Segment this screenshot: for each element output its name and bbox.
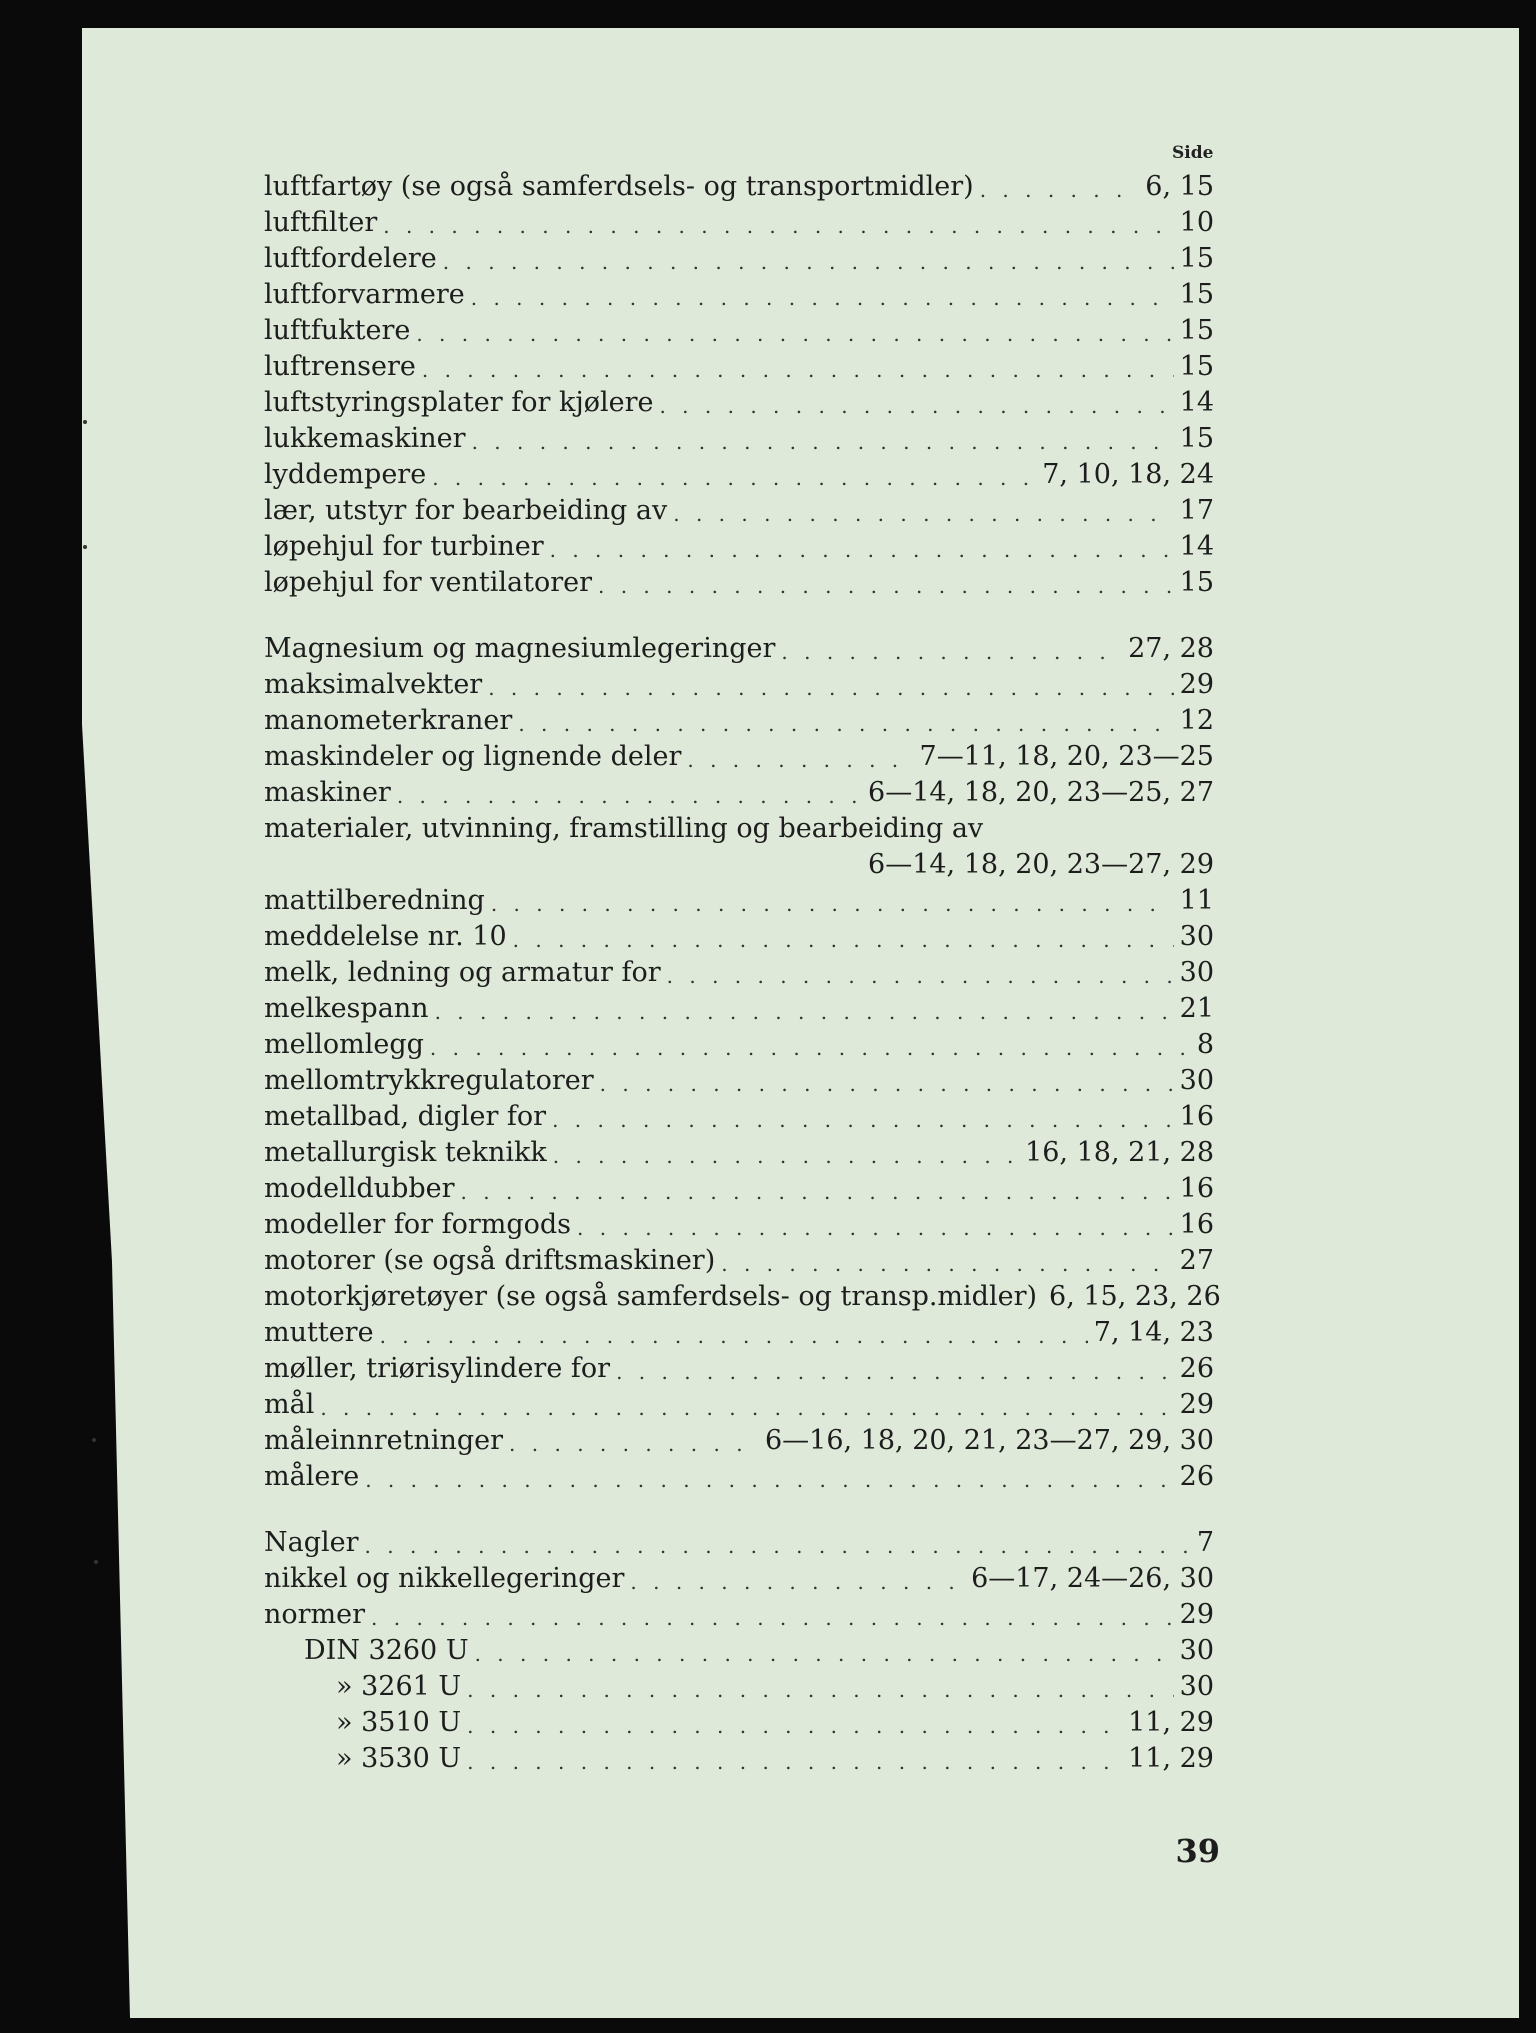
index-entry [264,1208,1214,1242]
index-term: maskindeler og lignende deler [264,741,682,772]
dot-leader [475,1640,1174,1668]
dot-leader [721,1250,1173,1278]
index-term: mellomlegg [264,1029,424,1060]
index-term: møller, triørisylindere for [264,1353,611,1384]
index-entry [264,1100,1214,1134]
index-entry [264,812,1214,846]
index-page-refs: 11, 29 [1128,1743,1214,1774]
index-page-refs: 15 [1179,351,1214,382]
index-page-refs: 17 [1179,495,1214,526]
index-entry [264,1316,1214,1350]
index-term: » 3530 U [336,1743,462,1774]
index-entry [264,1244,1214,1278]
index-entry [264,458,1214,492]
index-page-refs: 15 [1179,279,1214,310]
index-entry [264,1598,1214,1632]
index-term: DIN 3260 U [304,1635,469,1666]
dot-leader [673,500,1173,528]
index-entry [264,1424,1214,1458]
dot-leader [471,284,1174,312]
index-page-refs: 30 [1179,1635,1214,1666]
index-page-refs: 15 [1179,315,1214,346]
index-entry [264,704,1214,738]
index-entry [264,632,1214,666]
index-entry [264,884,1214,918]
dot-leader [491,890,1174,918]
index-term: luftforvarmere [264,279,465,310]
index-page-refs: 16, 18, 21, 28 [1025,1137,1214,1168]
index-term: metallbad, digler for [264,1101,547,1132]
index-entry [264,386,1214,420]
index-page-refs: 29 [1179,669,1214,700]
index-term: melk, ledning og armatur for [264,957,661,988]
index-entry [264,1670,1214,1704]
index-entry [264,314,1214,348]
index-entry [264,1172,1214,1206]
index-term: motorer (se også driftsmaskiner) [264,1245,716,1276]
index-page-refs: 30 [1179,921,1214,952]
dot-leader [380,1322,1088,1350]
index-term: lyddempere [264,459,427,490]
dot-leader [598,572,1174,600]
dot-leader [600,1070,1174,1098]
index-term: Magnesium og magnesiumlegeringer [264,633,776,664]
index-page-refs: 7, 10, 18, 24 [1042,459,1214,490]
index-term: muttere [264,1317,374,1348]
dot-leader [461,1178,1174,1206]
index-term: nikkel og nikkellegeringer [264,1563,625,1594]
dot-leader [467,1712,1122,1740]
index-page-refs: 16 [1179,1101,1214,1132]
index-entry [264,920,1214,954]
index-entry [264,242,1214,276]
index-page-refs-continuation: 6—14, 18, 20, 23—27, 29 [868,849,1214,880]
index-term: maksimalvekter [264,669,483,700]
index-term: » 3510 U [336,1707,462,1738]
index-page-refs: 15 [1179,243,1214,274]
index-entry [264,494,1214,528]
dot-leader [550,536,1174,564]
index-entry [264,350,1214,384]
index-term: maskiner [264,777,391,808]
index-term: luftfartøy (se også samferdsels- og transportmidler) [264,171,974,202]
index-page-refs: 6, 15 [1145,171,1214,202]
index-term: lukkemaskiner [264,423,466,454]
index-page-refs: 8 [1196,1029,1214,1060]
index-entry [264,1064,1214,1098]
index-entry [264,740,1214,774]
index-page-refs: 7, 14, 23 [1093,1317,1214,1348]
index-entry [264,1562,1214,1596]
dot-leader [659,392,1173,420]
dot-leader [980,176,1140,204]
dot-leader [365,1532,1191,1560]
index-page-refs: 15 [1179,567,1214,598]
index-term: » 3261 U [336,1671,462,1702]
dot-leader [552,1106,1174,1134]
scan-speck [83,420,87,424]
index-entry [264,1460,1214,1494]
index-term: luftstyringsplater for kjølere [264,387,654,418]
scan-speck [83,545,87,549]
dot-leader [616,1358,1174,1386]
index-page-refs: 16 [1179,1173,1214,1204]
scan-speck [94,1560,98,1564]
dot-leader [518,710,1173,738]
index-entry [264,1526,1214,1560]
index-entry [264,776,1214,810]
index-page-refs: 16 [1179,1209,1214,1240]
index-term: lær, utstyr for bearbeiding av [264,495,668,526]
index-term: måleinnretninger [264,1425,504,1456]
index-entry [264,1280,1221,1314]
dot-leader [509,1430,759,1458]
index-page-refs: 11 [1179,885,1214,916]
index-page-refs: 14 [1179,387,1214,418]
dot-leader [667,962,1174,990]
dot-leader [397,782,862,810]
index-entry [264,1028,1214,1062]
index-entry [264,278,1214,312]
dot-leader [488,674,1173,702]
index-entry [264,668,1214,702]
index-page-refs: 11, 29 [1128,1707,1214,1738]
index-page-refs: 14 [1179,531,1214,562]
index-term: luftrensere [264,351,416,382]
index-term: motorkjøretøyer (se også samferdsels- og transp.midler) [264,1281,1038,1312]
index-term: modelldubber [264,1173,455,1204]
index-term: melkespann [264,993,429,1024]
index-page-refs: 30 [1179,957,1214,988]
index-entry [264,1742,1214,1776]
dot-leader [467,1676,1173,1704]
index-page-refs: 7—11, 18, 20, 23—25 [919,741,1214,772]
dot-leader [435,998,1174,1026]
index-term: manometerkraner [264,705,513,736]
index-entry [264,530,1214,564]
index-page-refs: 6—17, 24—26, 30 [971,1563,1214,1594]
index-page-refs: 21 [1179,993,1214,1024]
index-page-refs: 27, 28 [1128,633,1214,664]
dot-leader [365,1466,1173,1494]
index-term: metallurgisk teknikk [264,1137,547,1168]
dot-leader [467,1748,1122,1776]
index-term: materialer, utvinning, framstilling og bearbeiding av [264,813,984,844]
index-page-refs: 10 [1179,207,1214,238]
dot-leader [630,1568,965,1596]
index-entry [264,170,1214,204]
index-entry [264,956,1214,990]
page-number: 39 [1175,1832,1220,1870]
index-term: normer [264,1599,366,1630]
index-entry [264,1706,1214,1740]
index-entry [264,992,1214,1026]
index-term: løpehjul for turbiner [264,531,544,562]
index-term: målere [264,1461,360,1492]
index-term: luftfuktere [264,315,411,346]
dot-leader [553,1142,1019,1170]
index-entry [264,206,1214,240]
index-page-refs: 6—16, 18, 20, 21, 23—27, 29, 30 [764,1425,1214,1456]
index-term: modeller for formgods [264,1209,572,1240]
index-term: Nagler [264,1527,359,1558]
index-entry [264,1388,1214,1422]
index-entry [264,1634,1214,1668]
index-term: mattilberedning [264,885,485,916]
dot-leader [443,248,1174,276]
dot-leader [687,746,913,774]
dot-leader [371,1604,1174,1632]
index-term: løpehjul for ventilatorer [264,567,592,598]
index-entry [264,422,1214,456]
dot-leader [320,1394,1173,1422]
index-entry [264,1352,1214,1386]
dot-leader [472,428,1174,456]
dot-leader [416,320,1173,348]
index-page-refs: 12 [1179,705,1214,736]
index-page-refs: 15 [1179,423,1214,454]
dot-leader [430,1034,1191,1062]
index-term: mål [264,1389,315,1420]
index-term: luftfilter [264,207,378,238]
index-page-refs: 29 [1179,1599,1214,1630]
index-page-refs: 27 [1179,1245,1214,1276]
index-term: mellomtrykkregulatorer [264,1065,594,1096]
dot-leader [577,1214,1174,1242]
index-page-refs: 7 [1196,1527,1214,1558]
dot-leader [781,638,1122,666]
dot-leader [383,212,1173,240]
index-page-refs: 6—14, 18, 20, 23—25, 27 [868,777,1214,808]
index-entry [264,566,1214,600]
index-entry [264,1136,1214,1170]
index-page-refs: 6, 15, 23, 26 [1049,1281,1221,1312]
dot-leader [513,926,1174,954]
index-term: meddelelse nr. 10 [264,921,507,952]
index-page-refs: 30 [1179,1671,1214,1702]
side-column-header: Side [1172,143,1214,163]
dot-leader [422,356,1174,384]
index-page-refs: 26 [1179,1461,1214,1492]
dot-leader [432,464,1036,492]
scan-speck [92,1438,96,1442]
index-page-refs: 30 [1179,1065,1214,1096]
index-term: luftfordelere [264,243,437,274]
index-page-refs: 26 [1179,1353,1214,1384]
index-page-refs: 29 [1179,1389,1214,1420]
